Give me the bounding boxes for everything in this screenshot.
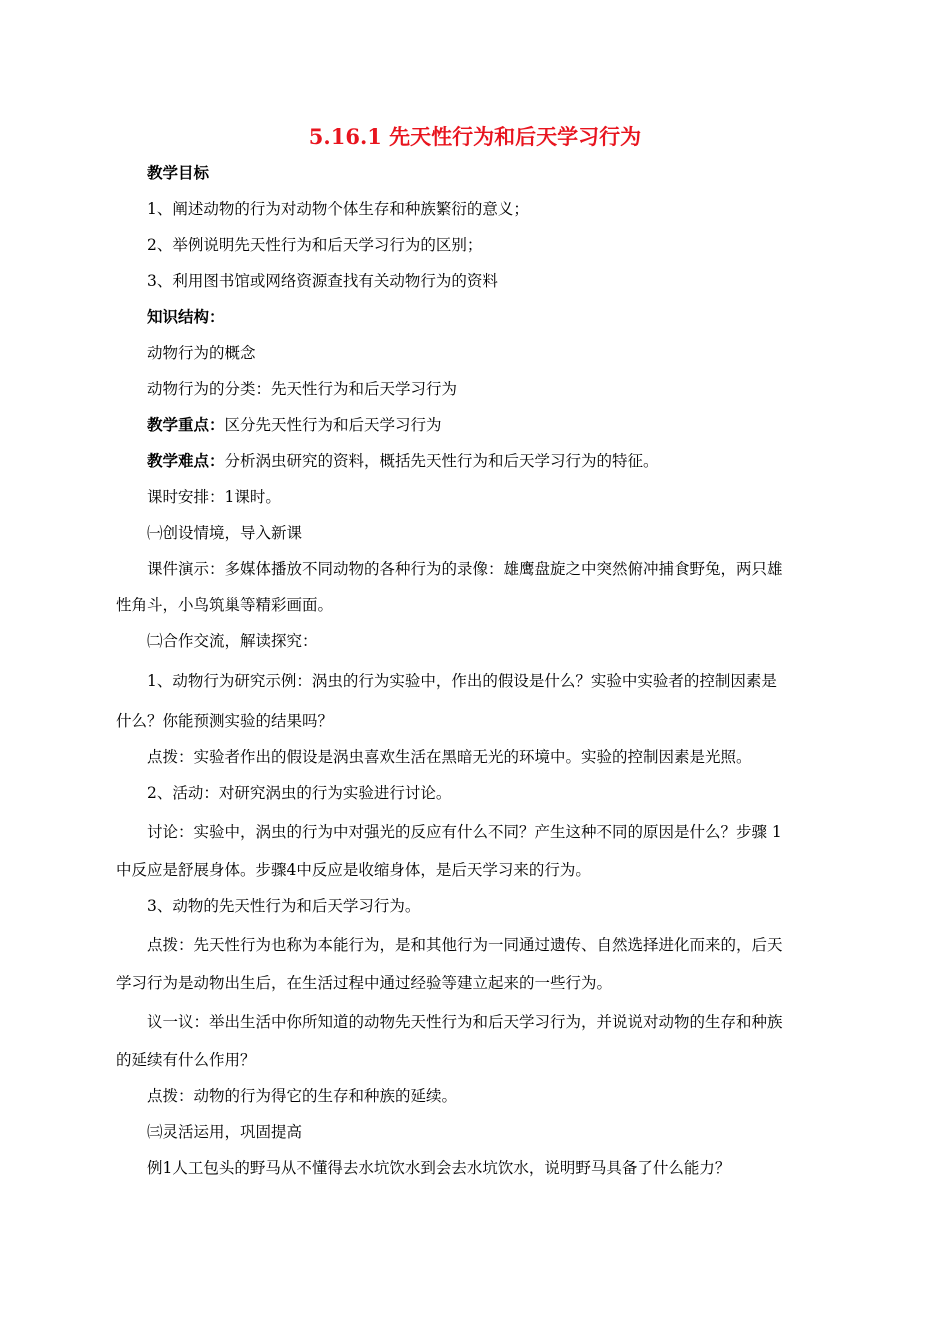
item-3: 3、动物的先天性行为和后天学习行为。 — [147, 897, 421, 915]
question-1-line-1: 1、动物行为研究示例：涡虫的行为实验中，作出的假设是什么？实验中实验者的控制因素是 — [147, 672, 777, 690]
key-point-label: 教学重点： — [147, 415, 225, 434]
goal-item-3: 3、利用图书馆或网络资源查找有关动物行为的资料 — [147, 272, 498, 290]
key-point-text: 区分先天性行为和后天学习行为 — [224, 416, 442, 434]
structure-item-2: 动物行为的分类：先天性行为和后天学习行为 — [147, 380, 458, 398]
discuss-line-1: 议一议：举出生活中你所知道的动物先天性行为和后天学习行为，并说说对动物的生存和种族 — [147, 1013, 783, 1031]
structure-item-1: 动物行为的概念 — [147, 344, 256, 362]
activity-2: 2、活动：对研究涡虫的行为实验进行讨论。 — [147, 784, 452, 802]
section-1-heading: ㈠创设情境，导入新课 — [147, 524, 303, 542]
question-1-line-2: 什么？你能预测实验的结果吗？ — [116, 712, 334, 730]
key-point — [147, 413, 442, 437]
hint-1: 点拨：实验者作出的假设是涡虫喜欢生活在黑暗无光的环境中。实验的控制因素是光照。 — [147, 748, 752, 766]
goal-item-1: 1、阐述动物的行为对动物个体生存和种族繁衍的意义； — [147, 200, 529, 218]
example-1: 例1人工包头的野马从不懂得去水坑饮水到会去水坑饮水，说明野马具备了什么能力？ — [147, 1159, 731, 1177]
goal-item-2: 2、举例说明先天性行为和后天学习行为的区别； — [147, 236, 483, 254]
schedule: 课时安排：1课时。 — [147, 488, 281, 506]
hint-3-line-2: 学习行为是动物出生后，在生活过程中通过经验等建立起来的一些行为。 — [116, 974, 613, 992]
section-2-heading: ㈡合作交流，解读探究： — [147, 632, 318, 650]
difficult-point-label: 教学难点： — [147, 451, 225, 470]
hint-3-line-1: 点拨：先天性行为也称为本能行为，是和其他行为一同通过遗传、自然选择进化而来的，后天 — [147, 936, 783, 954]
discuss-line-2: 的延续有什么作用？ — [116, 1051, 256, 1069]
discussion-line-1: 讨论：实验中，涡虫的行为中对强光的反应有什么不同？产生这种不同的原因是什么？步骤 1 — [147, 823, 782, 841]
structure-heading: 知识结构： — [147, 307, 225, 326]
hint-4: 点拨：动物的行为得它的生存和种族的延续。 — [147, 1087, 458, 1105]
demo-line-1: 课件演示：多媒体播放不同动物的各种行为的录像：雄鹰盘旋之中突然俯冲捕食野兔，两只雄 — [147, 560, 783, 578]
goals-heading: 教学目标 — [147, 163, 210, 182]
difficult-point — [147, 449, 659, 473]
difficult-point-text: 分析涡虫研究的资料，概括先天性行为和后天学习行为的特征。 — [224, 452, 659, 470]
discussion-line-2: 中反应是舒展身体。步骤4中反应是收缩身体，是后天学习来的行为。 — [116, 861, 591, 879]
document-title: 5.16.1 先天性行为和后天学习行为 — [308, 124, 642, 149]
demo-line-2: 性角斗，小鸟筑巢等精彩画面。 — [116, 596, 334, 614]
section-3-heading: ㈢灵活运用，巩固提高 — [147, 1123, 303, 1141]
